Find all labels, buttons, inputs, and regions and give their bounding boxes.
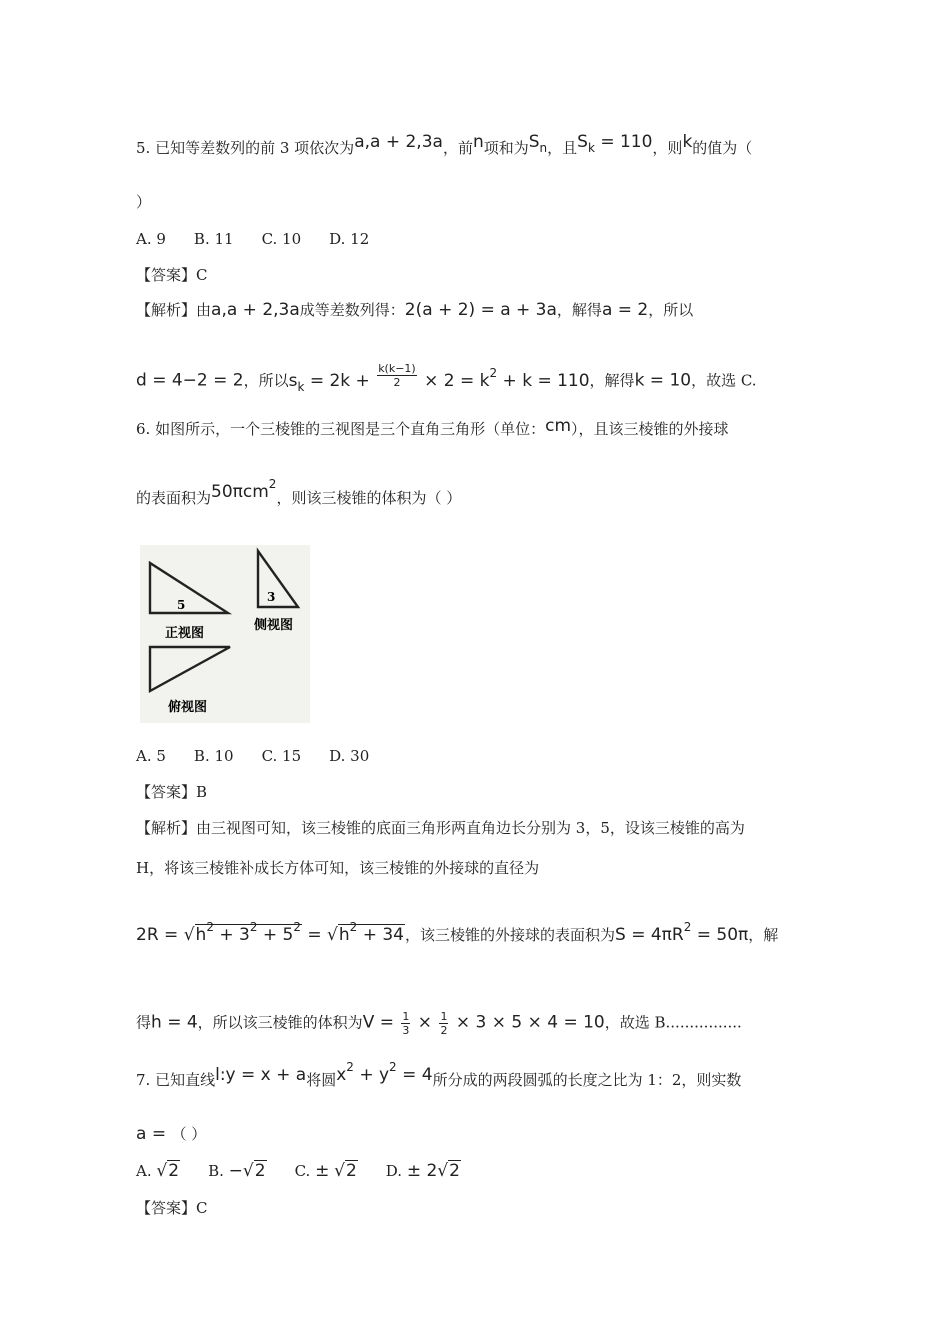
q6-text: 得 <box>136 1013 152 1032</box>
front-view-triangle <box>150 563 228 613</box>
q5-math-sub: k <box>587 141 595 155</box>
q5-options <box>136 229 397 249</box>
q7-math: x <box>336 1065 347 1085</box>
q5-solution-label: 【解析】 <box>136 301 197 319</box>
q7-options <box>136 1160 489 1181</box>
q7-math-sup: 2 <box>346 1060 354 1074</box>
q6-text: ，该三棱锥的外接球的表面积为 <box>405 926 616 944</box>
q6-math-sup: 2 <box>268 477 277 491</box>
q6-text: 的表面积为 <box>136 489 212 507</box>
side-view-number: 3 <box>267 590 276 604</box>
q7-option-c <box>295 1160 358 1181</box>
sqrt-symbol: √ <box>156 1161 168 1181</box>
q5-math-sk <box>577 132 653 155</box>
q6-stem-1 <box>136 416 729 439</box>
q5-math-sk-expr <box>288 370 376 394</box>
sqrt-symbol: √ <box>242 1161 254 1181</box>
q7-math: a = <box>136 1124 172 1144</box>
q5-math-sub: k <box>297 379 305 394</box>
q6-option-a: A. 5 <box>136 747 166 765</box>
q6-text: ，所以该三棱锥的体积为 <box>197 1013 363 1032</box>
q5-math-terms: a,a + 2,3a <box>354 132 443 152</box>
side-view-label: 侧视图 <box>254 618 294 633</box>
q6-math: h <box>195 925 207 945</box>
sqrt-symbol: √ <box>183 925 195 945</box>
q5-text: ，所以 <box>243 371 289 390</box>
q5-number: 5. <box>136 139 151 157</box>
q7-text: 已知直线 <box>155 1071 216 1089</box>
q6-fraction-1 <box>401 1010 410 1037</box>
sqrt-symbol: √ <box>327 925 338 945</box>
q5-text: ，故选 C. <box>691 371 757 390</box>
q6-solution-1 <box>136 818 745 838</box>
q7-math: = 4 <box>396 1065 433 1085</box>
q6-math: + 3 <box>213 925 250 945</box>
q5-text: 的值为（ <box>692 139 753 157</box>
q6-number: 6. <box>136 420 151 438</box>
q6-math-sup: 2 <box>293 920 301 934</box>
q7-text: （ ） <box>171 1125 207 1143</box>
q7-number: 7. <box>136 1071 151 1089</box>
option-value: 2 <box>449 1161 460 1181</box>
q6-text: ，故选 B................ <box>604 1013 742 1032</box>
q5-math-s: s <box>288 370 298 391</box>
q6-math: = <box>301 925 328 945</box>
option-sign: − <box>228 1161 243 1181</box>
q5-answer: 【答案】C <box>136 266 208 284</box>
fraction-denominator: 2 <box>440 1024 448 1037</box>
q5-text: ，且 <box>547 139 578 157</box>
q6-option-d: D. 30 <box>329 747 370 765</box>
q7-math: + y <box>353 1065 390 1085</box>
front-view-number: 5 <box>177 598 186 612</box>
q6-text: ），且该三棱锥的外接球 <box>571 420 729 438</box>
q6-math-unit: cm <box>545 416 572 436</box>
q6-math: 50πcm <box>211 482 269 502</box>
q7-math-line: l:y = x + a <box>215 1065 307 1085</box>
q5-option-c: C. 10 <box>261 230 302 248</box>
q6-math: × <box>412 1012 438 1033</box>
q7-math-circle <box>336 1060 433 1085</box>
q7-answer: 【答案】C <box>136 1199 208 1217</box>
top-view-triangle <box>150 647 230 691</box>
q5-math-sub: n <box>539 141 548 155</box>
q6-math-sup: 2 <box>683 920 692 934</box>
q6-math: 2R = <box>136 925 184 945</box>
option-value: 2 <box>168 1161 180 1181</box>
sqrt-symbol: √ <box>437 1161 449 1181</box>
q5-close-paren: ） <box>136 193 152 211</box>
q6-sqrt-1 <box>195 920 302 945</box>
q6-math: + 34 <box>357 925 404 945</box>
q6-options <box>136 746 397 766</box>
q5-text: 由 <box>196 301 212 319</box>
q5-math-k: k <box>682 132 693 152</box>
fraction-numerator: k(k−1) <box>378 362 416 375</box>
option-letter: C. <box>294 1162 311 1180</box>
q6-solution-4 <box>136 1010 742 1037</box>
q6-text: 由三视图可知，该三棱锥的底面三角形两直角边长分别为 3，5，设该三棱锥的高为 <box>196 819 745 837</box>
q5-option-b: B. 11 <box>193 230 234 248</box>
q6-math-sup: 2 <box>349 920 358 934</box>
q6-math: h <box>338 925 350 945</box>
q6-option-c: C. 15 <box>261 747 302 765</box>
q5-text: 已知等差数列的前 3 项依次为 <box>155 139 355 157</box>
q7-stem-2 <box>136 1124 206 1144</box>
q7-option-a <box>136 1160 180 1181</box>
q5-stem <box>136 132 753 159</box>
q5-text: ，解得 <box>556 301 602 319</box>
sqrt-symbol: √ <box>334 1161 345 1181</box>
q6-math-surface <box>615 920 749 945</box>
q6-option-b: B. 10 <box>193 747 234 765</box>
q6-math: × 3 × 5 × 4 = 10 <box>450 1012 605 1033</box>
q6-solution-2: H，将该三棱锥补成长方体可知，该三棱锥的外接球的直径为 <box>136 859 540 877</box>
q5-math-s: S <box>577 132 588 152</box>
q5-math: × 2 = k <box>418 370 490 391</box>
option-value: 2 <box>345 1161 357 1181</box>
fraction-denominator: 2 <box>393 376 401 389</box>
q6-sqrt-2 <box>338 920 405 945</box>
three-view-figure <box>140 545 310 723</box>
option-sign: ± <box>315 1161 330 1181</box>
q5-math-eq: = 110 <box>594 132 653 152</box>
q5-solution-2 <box>136 362 757 395</box>
q5-math: k = 10 <box>634 370 692 391</box>
q5-math: + k = 110 <box>497 370 590 391</box>
q6-answer: 【答案】B <box>136 783 208 801</box>
q5-text: 项和为 <box>483 139 529 157</box>
q6-text: ，则该三棱锥的体积为（ ） <box>276 489 462 507</box>
q6-text: ，解 <box>748 926 779 944</box>
q6-solution-label: 【解析】 <box>136 819 197 837</box>
q6-stem-2 <box>136 477 462 509</box>
q5-math: d = 4−2 = 2 <box>136 370 244 391</box>
front-view-label: 正视图 <box>165 626 205 641</box>
q6-math: = 50π <box>691 925 749 945</box>
q5-math-rest <box>418 365 590 391</box>
option-sign: ± 2 <box>406 1161 438 1181</box>
q5-math: = 2k + <box>304 370 376 391</box>
q7-text: 所分成的两段圆弧的长度之比为 1：2，则实数 <box>432 1071 742 1089</box>
q7-option-b <box>208 1160 267 1181</box>
q6-math: + 5 <box>257 925 294 945</box>
q5-math: 2(a + 2) = a + 3a <box>404 300 557 320</box>
q6-math-sup: 2 <box>249 920 258 934</box>
fraction-numerator: 1 <box>402 1010 410 1023</box>
q6-math: S = 4πR <box>615 925 684 945</box>
q6-math-sup: 2 <box>206 920 214 934</box>
q7-stem-1 <box>136 1060 742 1091</box>
q5-text: ，前 <box>442 139 473 157</box>
q7-text: 将圆 <box>306 1071 337 1089</box>
option-letter: B. <box>208 1162 224 1180</box>
q6-math: h = 4 <box>151 1012 198 1033</box>
q5-option-a: A. 9 <box>136 230 166 248</box>
option-value: 2 <box>254 1161 266 1181</box>
option-letter: A. <box>136 1162 152 1180</box>
q5-math-n: n <box>472 132 484 152</box>
q5-text: ，则 <box>652 139 683 157</box>
q5-math-sn <box>528 132 548 155</box>
q6-text: 如图所示，一个三棱锥的三视图是三个直角三角形（单位： <box>155 420 546 438</box>
q6-fraction-2 <box>439 1010 448 1037</box>
three-view-drawing <box>140 545 310 723</box>
q5-text: 成等差数列得： <box>299 301 405 319</box>
q5-math-sup: 2 <box>489 365 498 380</box>
q7-math-sup: 2 <box>389 1060 397 1074</box>
top-view-label: 俯视图 <box>168 700 208 715</box>
q5-solution-1 <box>136 300 693 320</box>
q5-text: ，解得 <box>589 371 635 390</box>
fraction-denominator: 3 <box>402 1024 410 1037</box>
q5-fraction <box>377 362 417 389</box>
q5-option-d: D. 12 <box>329 230 370 248</box>
q6-math-area <box>211 477 277 502</box>
q5-math: a,a + 2,3a <box>211 300 300 320</box>
q5-math-s: S <box>528 132 540 152</box>
option-letter: D. <box>385 1162 403 1180</box>
side-view-triangle <box>258 551 298 607</box>
q6-solution-3 <box>136 920 779 946</box>
q7-option-d <box>386 1160 461 1181</box>
q5-math: a = 2 <box>601 300 649 320</box>
fraction-numerator: 1 <box>440 1010 448 1023</box>
q5-text: ，所以 <box>648 301 694 319</box>
q6-math: V = <box>362 1012 400 1033</box>
